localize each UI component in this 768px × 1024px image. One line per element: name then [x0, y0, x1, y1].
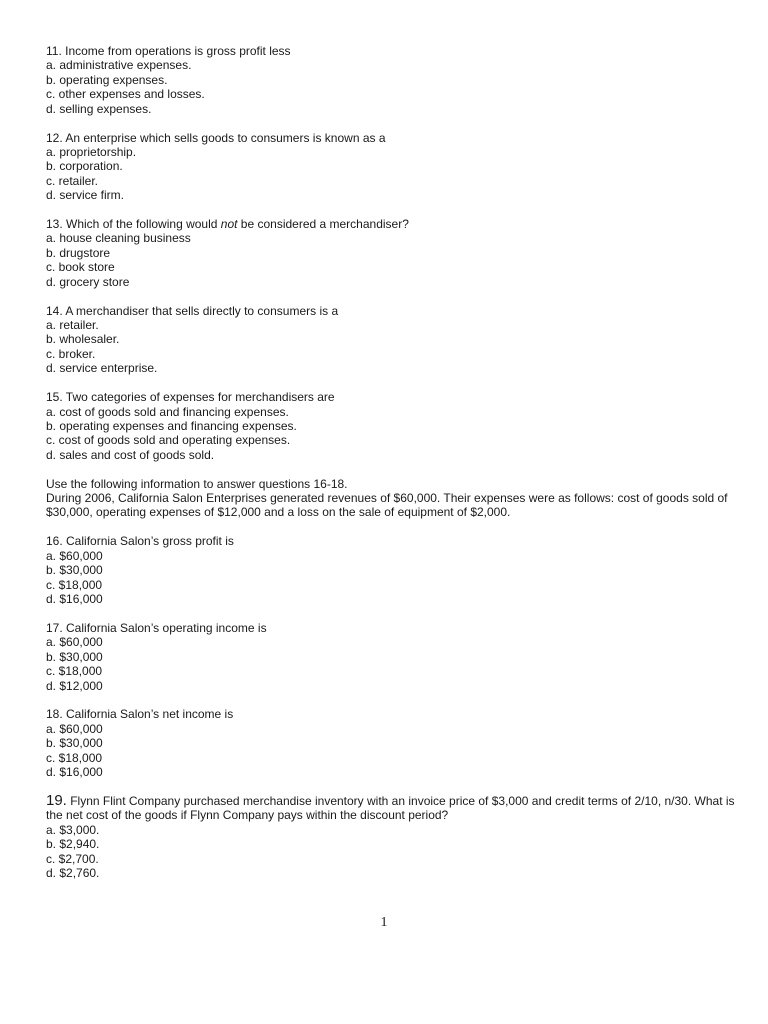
option-a: a. administrative expenses. [46, 58, 192, 73]
option-c: c. $2,700. [46, 851, 99, 866]
option-c: c. $18,000 [46, 577, 103, 592]
option-b: b. operating expenses. [46, 72, 168, 87]
question-stem: 15. Two categories of expenses for merchandisers are [46, 390, 335, 405]
option-a: a. cost of goods sold and financing expenses. [46, 404, 289, 419]
stem-emphasis: not [220, 217, 238, 232]
option-d: d. $2,760. [46, 866, 100, 880]
question-16 [46, 534, 736, 606]
option-b: b. $30,000 [46, 736, 103, 751]
question-stem: 11. Income from operations is gross profit less [46, 44, 291, 58]
question-12 [46, 131, 736, 203]
question-stem: 16. California Salon’s gross profit is [46, 534, 234, 549]
page-number: 1 [380, 915, 388, 930]
option-a: a. retailer. [46, 318, 99, 332]
option-a: a. $60,000 [46, 635, 103, 650]
question-stem [46, 217, 736, 231]
option-d: d. service enterprise. [46, 361, 158, 376]
question-14 [46, 304, 736, 376]
info-body: During 2006, California Salon Enterprises generated revenues of $60,000. Their expenses were as follows: cost of goods sold of $30,000, operating expenses of $12,000 and a loss on the sale of equipment of $2,000. [46, 491, 731, 520]
option-b: b. $30,000 [46, 649, 103, 664]
option-a: a. $60,000 [46, 721, 103, 736]
stem-part-1: 13. Which of the following would [46, 217, 221, 232]
option-b: b. $30,000 [46, 563, 103, 578]
option-a: a. $60,000 [46, 548, 103, 563]
question-stem: 17. California Salon’s operating income is [46, 620, 267, 635]
option-c: c. broker. [46, 346, 96, 361]
question-17 [46, 621, 736, 693]
option-c: c. $18,000 [46, 664, 103, 679]
stem-text: Flynn Flint Company purchased merchandise inventory with an invoice price of $3,000 and credit terms of 2/10, n/30. What is the net cost of the goods if Flynn Company pays within the discount period? [46, 793, 738, 823]
option-d: d. $12,000 [46, 678, 103, 693]
option-b: b. wholesaler. [46, 332, 120, 347]
question-stem [46, 791, 738, 823]
option-a: a. proprietorship. [46, 144, 137, 159]
option-c: c. $18,000 [46, 750, 103, 765]
option-d: d. service firm. [46, 188, 125, 203]
question-number: 19. [46, 791, 67, 809]
option-d: d. $16,000 [46, 765, 103, 780]
question-18 [46, 707, 736, 779]
option-b: b. operating expenses and financing expenses. [46, 418, 297, 433]
option-a: a. $3,000. [46, 822, 100, 837]
option-b: b. corporation. [46, 159, 123, 174]
option-d: d. grocery store [46, 274, 130, 289]
stem-part-2: be considered a merchandiser? [237, 217, 409, 232]
info-block [46, 477, 736, 520]
option-d: d. selling expenses. [46, 101, 152, 116]
option-b: b. drugstore [46, 245, 111, 260]
option-b: b. $2,940. [46, 837, 100, 852]
question-19 [46, 791, 738, 880]
question-stem: 18. California Salon’s net income is [46, 707, 234, 722]
option-a: a. house cleaning business [46, 231, 191, 246]
question-15 [46, 390, 736, 462]
option-c: c. cost of goods sold and operating expenses. [46, 433, 291, 448]
option-d: d. $16,000 [46, 592, 103, 606]
question-stem: 14. A merchandiser that sells directly to consumers is a [46, 303, 339, 318]
document-page [46, 44, 736, 895]
option-c: c. book store [46, 260, 115, 275]
option-d: d. sales and cost of goods sold. [46, 447, 215, 462]
question-13 [46, 217, 736, 289]
option-c: c. retailer. [46, 173, 99, 188]
question-stem: 12. An enterprise which sells goods to consumers is known as a [46, 130, 386, 145]
option-c: c. other expenses and losses. [46, 87, 205, 102]
question-11 [46, 44, 736, 116]
info-intro: Use the following information to answer questions 16-18. [46, 476, 348, 491]
